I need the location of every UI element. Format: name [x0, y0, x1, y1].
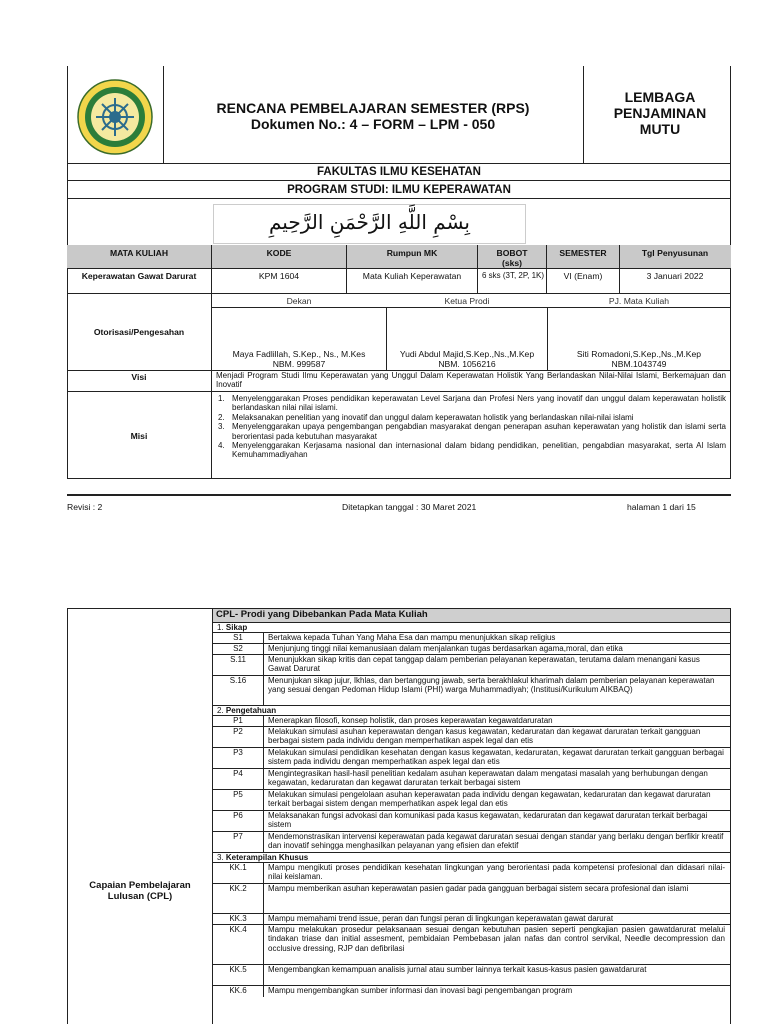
cpl-section-header [213, 705, 730, 715]
table-row [213, 747, 730, 768]
cpl-code: P7 [233, 832, 243, 841]
cpl-description: Menerapkan filosofi, konsep holistik, dan proses keperawatan kegawatdaruratan [268, 716, 553, 725]
cpl-description: Menjunjung tinggi nilai kemanusiaan dalam menjalankan tugas berdasarkan agama,moral, dan etika [268, 644, 623, 653]
cpl-description: Mengembangkan kemampuan analisis jurnal atau sumber lainnya terkait kasus-kasus pasien gawatdarurat [268, 965, 647, 974]
table-row [213, 831, 730, 852]
misi-label: Misi [130, 431, 148, 441]
header-semester: SEMESTER [559, 248, 607, 258]
visi-label: Visi [131, 372, 147, 382]
cpl-code: S.11 [230, 655, 246, 664]
cell-divider [263, 832, 264, 853]
cpl-code: KK.1 [229, 863, 247, 872]
table-row [213, 883, 730, 913]
cpl-label: Capaian Pembelajaran Lulusan (CPL) [89, 880, 191, 902]
cpl-description: Melakukan simulasi pengelolaan asuhan keperawatan pada individu dengan kegawatan, kedaruratan dan kegawat daruratan terkait berbagai sistem dengan memperhatikan aspek legal dan etis [268, 790, 711, 809]
visi-text: Menjadi Program Studi Ilmu Keperawatan yang Unggul Dalam Keperawatan Holistik Yang Berlandaskan Nilai-Nilai Islami, Berkemajuan dan Inovatif [216, 371, 726, 390]
cpl-code: S2 [233, 644, 243, 653]
cpl-description: Menunjukkan sikap kritis dan cepat tanggap dalam pemberian pelayanan keperawatan, terutama dalam menangani kasus Gawat Darurat [268, 655, 700, 674]
cpl-code: P5 [233, 790, 243, 799]
cell-divider [263, 884, 264, 914]
cpl-section-name: Pengetahuan [225, 706, 277, 715]
university-logo [76, 78, 154, 156]
value-bobot: 6 sks (3T, 2P, 1K) [481, 271, 545, 280]
cpl-code: KK.2 [229, 884, 247, 893]
authorization-label: Otorisasi/Pengesahan [93, 327, 185, 337]
table-row [213, 632, 730, 643]
document-title: RENCANA PEMBELAJARAN SEMESTER (RPS) Dokumen No.: 4 – FORM – LPM - 050 [216, 100, 530, 132]
cpl-code: S.16 [229, 676, 247, 685]
cell-divider [263, 811, 264, 832]
header-rumpun: Rumpun MK [386, 248, 438, 258]
institution-name: LEMBAGA PENJAMINAN MUTU [613, 89, 707, 137]
program-name: PROGRAM STUDI: ILMU KEPERAWATAN [287, 184, 511, 196]
cell-divider [263, 790, 264, 811]
cpl-description: Bertakwa kepada Tuhan Yang Maha Esa dan mampu menunjukkan sikap religius [268, 633, 556, 642]
footer-ditetapkan: Ditetapkan tanggal : 30 Maret 2021 [342, 502, 477, 512]
table-row [213, 810, 730, 831]
cpl-code: P1 [233, 716, 243, 725]
table-row [213, 964, 730, 985]
misi-list: 1. Menyelenggarakan Proses pendidikan keperawatan Level Sarjana dan Profesi Ners yang inovatif dan unggul dalam keperawatan holistik berlandaskan nilai nilai islami. 2. Melaksanakan penelitian yang inovatif dan unggul dalam keperawatan holistik yang berlandaskan nilai-nilai islami 3. Menyelenggarakan upaya pengembangan pengabdian masyarakat dengan penerapan asuhan keperawatan yang holistik dan islami serta berorientasi pada kebutuhan masyarakat 4. Menyelenggarakan Kerjasama nasional dan internasional dalam bidang pendidikan, penelitian, pengabdian masyarakat, serta Al Islam Kemuhammadiyahan [218, 394, 726, 460]
cell-divider [263, 965, 264, 986]
cpl-description: Mampu mengembangkan sumber informasi dan inovasi bagi pengembangan program [268, 986, 573, 995]
cpl-description: Mengintegrasikan hasil-hasil penelitian kedalam asuhan keperawatan dalam mengatasi masalah yang berhubungan dengan kegawatan, kedaruratan dan kegawat daruratan terkait berbagai sistem [268, 769, 708, 788]
cpl-description: Mampu memahami trend issue, peran dan fungsi peran di lingkungan keperawatan gawat darurat [268, 914, 614, 923]
cell-divider [263, 769, 264, 790]
cpl-code: KK.6 [229, 986, 247, 995]
cpl-code: KK.5 [229, 965, 247, 974]
table-row [213, 715, 730, 726]
table-row [213, 985, 730, 996]
cpl-code: P2 [233, 727, 243, 736]
cell-divider [263, 727, 264, 748]
cpl-description: Mampu mengikuti proses pendidikan kesehatan lingkungan yang berorientasi pada kompetensi profesional dan didasari nilai-nilai keislaman. [268, 863, 725, 882]
cpl-description: Mendemonstrasikan intervensi keperawatan pada kegawat daruratan sesuai dengan standar yang berlaku dengan berfikir kreatif dan inovatif sehingga menghasilkan pelayanan yang efisien dan efektif [268, 832, 724, 851]
cpl-section-header [213, 622, 730, 632]
value-kode: KPM 1604 [258, 271, 300, 281]
cpl-code: KK.4 [229, 925, 247, 934]
cpl-section-number: 1. [217, 623, 226, 632]
cpl-section-header [213, 852, 730, 862]
cpl-code: P3 [233, 748, 243, 757]
misi-item: Menyelenggarakan Kerjasama nasional dan internasional dalam bidang pendidikan, penelitian, pengabdian masyarakat, serta Al Islam Kemuhammadiyahan [232, 441, 726, 460]
table-row [213, 924, 730, 964]
table-row [213, 768, 730, 789]
misi-item: Melaksanakan penelitian yang inovatif dan unggul dalam keperawatan holistik yang berlandaskan nilai-nilai islami [232, 412, 634, 422]
cpl-description: Melakukan simulasi pendidikan kesehatan dengan kasus kegawatan, kedaruratan, kegawat daruratan terkait gangguan berbagai sistem pada individu dengan memperhatikan aspek legal dan etis [268, 748, 724, 767]
cpl-code: P6 [233, 811, 243, 820]
faculty-name: FAKULTAS ILMU KESEHATAN [317, 166, 481, 178]
value-semester: VI (Enam) [563, 271, 603, 281]
value-tgl: 3 Januari 2022 [646, 271, 704, 281]
name-pj: Siti Romadoni,S.Kep.,Ns.,M.Kep NBM.1043749 [576, 349, 702, 369]
cpl-description: Menunjukan sikap jujur, Ikhlas, dan bertanggung jawab, serta berakhlakul kharimah dalam pemberian pelayanan keperawatan yang sesuai dengan Pedoman Hidup Islami (PHI) warga Muhammadiyah; (Institusi/Kurikulum AIKBAQ) [268, 676, 715, 695]
table-row [213, 726, 730, 747]
cpl-section-name: Keterampilan Khusus [225, 853, 309, 862]
role-pj: PJ. Mata Kuliah [608, 296, 670, 306]
header-tgl: Tgl Penyusunan [641, 248, 709, 258]
cpl-code: KK.3 [229, 914, 247, 923]
cell-divider [263, 863, 264, 884]
misi-item: Menyelenggarakan upaya pengembangan pengabdian masyarakat dengan penerapan asuhan keperawatan yang holistik dan islami serta berorientasi pada kebutuhan masyarakat [232, 422, 726, 441]
table-row [213, 643, 730, 654]
table-row [213, 654, 730, 675]
cell-divider [263, 655, 264, 676]
footer-halaman: halaman 1 dari 15 [627, 502, 696, 512]
role-kaprodi: Ketua Prodi [444, 296, 490, 306]
cpl-section-number: 2. [217, 706, 226, 715]
table-row [213, 862, 730, 883]
table-row [213, 675, 730, 705]
header-mata-kuliah: MATA KULIAH [109, 248, 169, 258]
cpl-section-name: Sikap [225, 623, 248, 632]
cpl-description: Mampu memberikan asuhan keperawatan pasien gadar pada gangguan berbagai sistem secara profesional dan islami [268, 884, 689, 893]
cpl-description: Melaksanakan fungsi advokasi dan komunikasi pada kasus kegawatan, kedaruratan dan kegawat daruratan terkait berbagai sistem [268, 811, 708, 830]
cell-divider [263, 986, 264, 997]
name-kaprodi: Yudi Abdul Majid,S.Kep.,Ns.,M.Kep NBM. 1056216 [399, 349, 535, 369]
cpl-description: Melakukan simulasi asuhan keperawatan dengan kasus kegawatan, kedaruratan dan kegawat daruratan terkait gangguan berbagai sistem pada individu dengan memperhatikan aspek legal dan etis [268, 727, 701, 746]
basmalah: بِسْمِ اللَّهِ الرَّحْمَنِ الرَّحِيمِ [268, 210, 470, 234]
cell-divider [263, 676, 264, 706]
name-dekan: Maya Fadlillah, S.Kep., Ns., M.Kes NBM. 999587 [232, 349, 366, 369]
header-bobot: BOBOT (sks) [496, 248, 528, 268]
header-kode: KODE [266, 248, 292, 258]
footer-revisi: Revisi : 2 [67, 502, 103, 512]
cpl-code: P4 [233, 769, 243, 778]
cpl-description: Mampu melakukan prosedur pelaksanaan sesuai dengan kebutuhan pasien seperti pengkajian pasien gawatdarurat melalui tindakan triase dan initial assesment, pembidaian Pembebasan jalan nafas dan control servikal, Needle decompression dan occlusive dressing, RJP dan defibrilasi [268, 925, 725, 953]
role-dekan: Dekan [286, 296, 312, 306]
value-rumpun: Mata Kuliah Keperawatan [362, 271, 462, 281]
value-mata-kuliah: Keperawatan Gawat Darurat [81, 271, 197, 281]
cell-divider [263, 925, 264, 965]
misi-item: Menyelenggarakan Proses pendidikan keperawatan Level Sarjana dan Profesi Ners yang inovatif dan unggul dalam keperawatan holistik berlandaskan nilai nilai islami. [232, 394, 726, 413]
table-row [213, 913, 730, 924]
cpl-title: CPL- Prodi yang Dibebankan Pada Mata Kuliah [216, 609, 428, 620]
cell-divider [263, 748, 264, 769]
cpl-section-number: 3. [217, 853, 226, 862]
table-row [213, 789, 730, 810]
cpl-code: S1 [233, 633, 243, 642]
